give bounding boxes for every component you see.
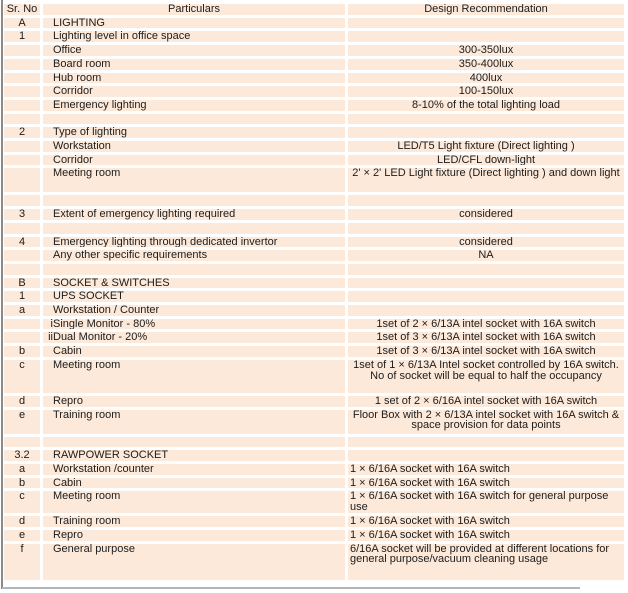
cell-recommendation[interactable]: 8-10% of the total lighting load [348, 100, 624, 111]
table-row [4, 410, 624, 434]
cell-recommendation[interactable]: considered [348, 237, 624, 248]
cell-srno[interactable]: 1 [4, 291, 40, 302]
cell-recommendation[interactable] [348, 437, 624, 448]
table-row [4, 237, 624, 248]
cell-particulars[interactable]: Cabin [43, 346, 345, 357]
table-row [4, 544, 624, 580]
cell-particulars[interactable]: Repro [43, 396, 345, 407]
cell-particulars[interactable]: Training room [43, 516, 345, 527]
cell-recommendation[interactable] [348, 278, 624, 289]
cell-particulars[interactable]: LIGHTING [43, 18, 345, 29]
cell-srno[interactable] [4, 73, 40, 84]
table-row [4, 319, 624, 330]
cell-particulars[interactable]: RAWPOWER SOCKET [43, 450, 345, 461]
cell-particulars[interactable]: Meeting room [43, 491, 345, 513]
table-row [4, 86, 624, 97]
cell-recommendation[interactable]: 1 × 6/16A socket with 16A switch [348, 478, 624, 489]
cell-recommendation[interactable]: 1 × 6/16A socket with 16A switch [348, 530, 624, 541]
cell-recommendation[interactable]: 100-150lux [348, 86, 624, 97]
cell-srno[interactable] [4, 168, 40, 192]
table-row [4, 478, 624, 489]
table-row [4, 114, 624, 125]
table-row [4, 155, 624, 166]
table-row [4, 45, 624, 56]
cell-recommendation[interactable]: 2' × 2' LED Light fixture (Direct lighting ) and down light [348, 168, 624, 192]
cell-particulars[interactable]: Corridor [43, 86, 345, 97]
cell-particulars[interactable]: Repro [43, 530, 345, 541]
cell-srno[interactable] [4, 141, 40, 152]
cell-particulars[interactable]: Meeting room [43, 168, 345, 192]
table-row [4, 464, 624, 475]
cell-particulars[interactable]: Workstation /counter [43, 464, 345, 475]
cell-srno[interactable]: 3 [4, 209, 40, 220]
cell-recommendation[interactable] [348, 195, 624, 206]
cell-recommendation[interactable]: 1 × 6/16A socket with 16A switch for general purpose use [348, 491, 624, 513]
cell-recommendation[interactable]: considered [348, 209, 624, 220]
cell-recommendation[interactable]: 1set of 2 × 6/13A intel socket with 16A switch [348, 319, 624, 330]
cell-recommendation[interactable] [348, 18, 624, 29]
cell-srno[interactable] [4, 86, 40, 97]
cell-particulars[interactable]: Emergency lighting [43, 100, 345, 111]
cell-particulars[interactable]: Training room [43, 410, 345, 434]
cell-srno[interactable]: c [4, 491, 40, 513]
table-row [4, 31, 624, 42]
table-row [4, 516, 624, 527]
specifications-table [1, 1, 627, 583]
cell-particulars[interactable]: Meeting room [43, 360, 345, 393]
cell-recommendation[interactable] [348, 450, 624, 461]
cell-srno[interactable] [4, 319, 40, 330]
header-srno[interactable]: Sr. No [4, 4, 40, 15]
cell-srno[interactable] [4, 100, 40, 111]
cell-srno[interactable]: a [4, 305, 40, 316]
table-row [4, 250, 624, 261]
table-row [4, 530, 624, 541]
cell-particulars[interactable]: Workstation / Counter [43, 305, 345, 316]
cell-particulars[interactable]: Office [43, 45, 345, 56]
cell-recommendation[interactable]: 1set of 3 × 6/13A intel socket with 16A switch [348, 346, 624, 357]
cell-recommendation[interactable]: 350-400lux [348, 59, 624, 70]
table-row [4, 73, 624, 84]
cell-particulars[interactable]: Hub room [43, 73, 345, 84]
table-row [4, 168, 624, 192]
cell-srno[interactable]: 1 [4, 31, 40, 42]
cell-srno[interactable]: e [4, 410, 40, 434]
cell-srno[interactable]: 2 [4, 127, 40, 138]
header-particulars[interactable]: Particulars [43, 4, 345, 15]
cell-particulars[interactable]: Emergency lighting through dedicated invertor [43, 237, 345, 248]
table-row [4, 18, 624, 29]
table-row [4, 223, 624, 234]
cell-recommendation[interactable]: 1set of 3 × 6/13A intel socket with 16A switch [348, 332, 624, 343]
cell-srno[interactable]: 3.2 [4, 450, 40, 461]
cell-particulars[interactable]: SOCKET & SWITCHES [43, 278, 345, 289]
cell-recommendation[interactable] [348, 31, 624, 42]
table-row [4, 491, 624, 513]
cell-srno[interactable] [4, 114, 40, 125]
cell-recommendation[interactable] [348, 291, 624, 302]
table-row [4, 100, 624, 111]
table-row [4, 291, 624, 302]
particulars-text: Dual Monitor - 20% [53, 332, 148, 344]
cell-particulars[interactable]: Workstation [43, 141, 345, 152]
table-row [4, 264, 624, 275]
roman-numeral: ii [48, 332, 53, 344]
cell-srno[interactable] [4, 332, 40, 343]
cell-particulars[interactable] [43, 223, 345, 234]
cell-particulars[interactable] [43, 264, 345, 275]
cell-particulars[interactable] [43, 437, 345, 448]
cell-recommendation[interactable] [348, 114, 624, 125]
table-row [4, 141, 624, 152]
table-row [4, 278, 624, 289]
cell-particulars[interactable]: Board room [43, 59, 345, 70]
cell-srno[interactable]: 4 [4, 237, 40, 248]
table-row [4, 437, 624, 448]
cell-recommendation[interactable]: NA [348, 250, 624, 261]
table-row [4, 396, 624, 407]
cell-recommendation[interactable] [348, 264, 624, 275]
cell-srno[interactable]: d [4, 516, 40, 527]
table-row [4, 346, 624, 357]
cell-srno[interactable] [4, 59, 40, 70]
cell-srno[interactable] [4, 250, 40, 261]
cell-srno[interactable] [4, 45, 40, 56]
cell-recommendation[interactable]: 1 × 6/16A socket with 16A switch [348, 516, 624, 527]
cell-srno[interactable] [4, 264, 40, 275]
cell-srno[interactable] [4, 437, 40, 448]
cell-recommendation[interactable]: 1 set of 2 × 6/16A intel socket with 16A switch [348, 396, 624, 407]
cell-recommendation[interactable]: 1 × 6/16A socket with 16A switch [348, 464, 624, 475]
table-row [4, 195, 624, 206]
table-row [4, 332, 624, 343]
cell-recommendation[interactable] [348, 127, 624, 138]
cell-particulars[interactable] [43, 114, 345, 125]
cell-recommendation[interactable]: 300-350lux [348, 45, 624, 56]
cell-particulars[interactable]: Type of lighting [43, 127, 345, 138]
cell-srno[interactable]: a [4, 464, 40, 475]
cell-recommendation[interactable]: 400lux [348, 73, 624, 84]
cell-particulars[interactable]: Cabin [43, 478, 345, 489]
cell-srno[interactable] [4, 223, 40, 234]
table-row [4, 59, 624, 70]
particulars-text: Single Monitor - 80% [53, 318, 156, 330]
cell-recommendation[interactable]: LED/T5 Light fixture (Direct lighting ) [348, 141, 624, 152]
cell-srno[interactable]: B [4, 278, 40, 289]
cell-srno[interactable]: b [4, 346, 40, 357]
cell-particulars[interactable]: UPS SOCKET [43, 291, 345, 302]
cell-recommendation[interactable] [348, 305, 624, 316]
cell-particulars[interactable]: General purpose [43, 544, 345, 580]
cell-particulars[interactable]: Any other specific requirements [43, 250, 345, 261]
cell-particulars[interactable]: Lighting level in office space [43, 31, 345, 42]
header-design-recommendation[interactable]: Design Recommendation [348, 4, 624, 15]
header-row [4, 4, 624, 15]
cell-recommendation[interactable]: 6/16A socket will be provided at different locations for general purpose/vacuum cleaning usage [348, 544, 624, 580]
cell-srno[interactable] [4, 195, 40, 206]
table-row [4, 305, 624, 316]
cell-srno[interactable]: b [4, 478, 40, 489]
cell-particulars[interactable] [43, 319, 345, 330]
cell-srno[interactable]: A [4, 18, 40, 29]
roman-numeral: i [50, 318, 53, 330]
cell-recommendation[interactable]: Floor Box with 2 × 6/13A intel socket with 16A switch & space provision for data points [348, 410, 624, 434]
cell-srno[interactable] [4, 155, 40, 166]
bottom-edge-line [2, 587, 580, 589]
cell-particulars[interactable] [43, 195, 345, 206]
cell-particulars[interactable] [43, 332, 345, 343]
cell-srno[interactable]: d [4, 396, 40, 407]
table-row [4, 450, 624, 461]
table-row [4, 360, 624, 393]
table-row [4, 127, 624, 138]
cell-srno[interactable]: f [4, 544, 40, 580]
cell-srno[interactable]: c [4, 360, 40, 393]
cell-recommendation[interactable]: 1set of 1 × 6/13A Intel socket controlled by 16A switch. No of socket will be equal to half the occupancy [348, 360, 624, 393]
table-row [4, 209, 624, 220]
cell-recommendation[interactable] [348, 223, 624, 234]
cell-particulars[interactable]: Extent of emergency lighting required [43, 209, 345, 220]
cell-srno[interactable]: e [4, 530, 40, 541]
cell-recommendation[interactable]: LED/CFL down-light [348, 155, 624, 166]
cell-particulars[interactable]: Corridor [43, 155, 345, 166]
